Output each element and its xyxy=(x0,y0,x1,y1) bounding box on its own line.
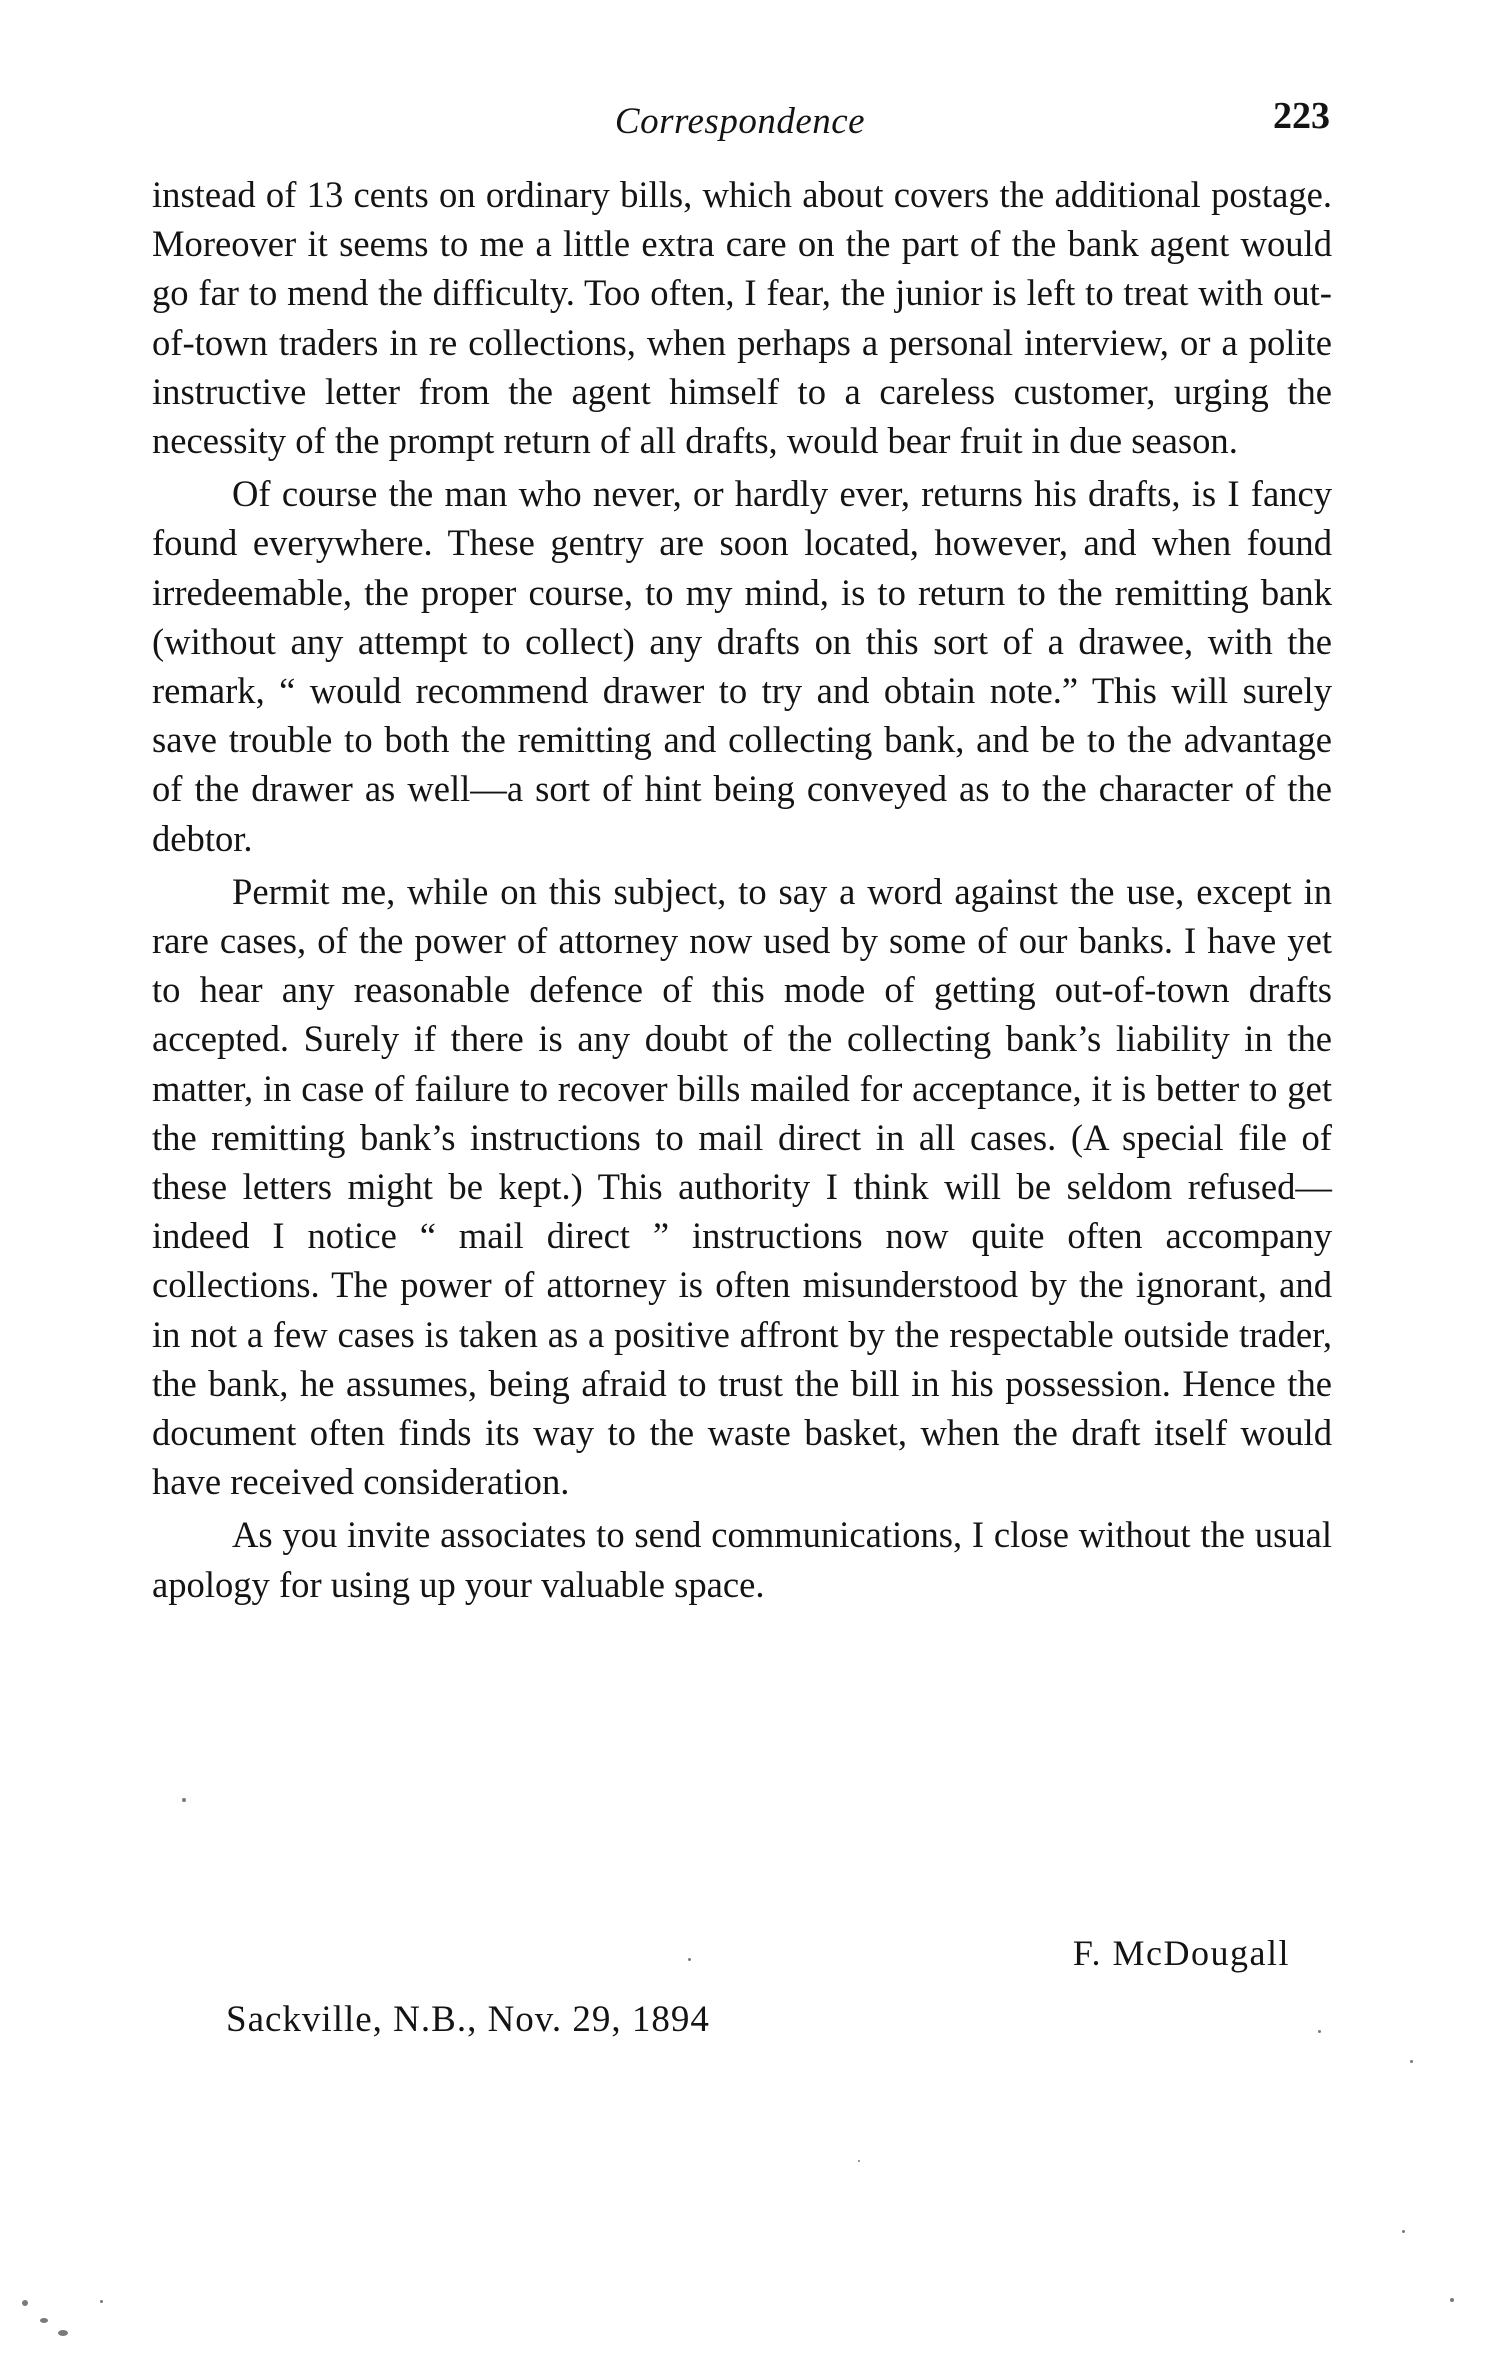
scan-speck xyxy=(58,2330,68,2336)
scan-speck xyxy=(1450,2298,1454,2302)
signature: F. McDougall xyxy=(1072,1933,1290,1973)
running-head xyxy=(150,95,1330,160)
scan-speck xyxy=(22,2300,28,2306)
scan-speck xyxy=(182,1798,186,1802)
paragraph-2: Of course the man who never, or hardly ever, returns his drafts, is I fancy found everywhere. These gentry are soon located, however, and when found irredeemable, the proper course, to my mind, is to return to the remitting bank (without any attempt to collect) any drafts on this sort of a drawee, with the remark, “ would recommend drawer to try and obtain note.” This will surely save trouble to both the remitting and collecting bank, and be to the advantage of the drawer as well—a sort of hint being conveyed as to the character of the debtor. xyxy=(152,473,1332,859)
letter-body xyxy=(152,170,1332,1613)
scan-speck xyxy=(1402,2230,1405,2233)
dateline: Sackville, N.B., Nov. 29, 1894 xyxy=(226,1999,710,2040)
paragraph-1: instead of 13 cents on ordinary bills, which about covers the additional postage. Moreover it seems to me a little extra care on the part of the bank agent would go far to mend the difficulty. Too often, I fear, the junior is left to treat with out-of-town traders in re collections, when perhaps a personal interview, or a polite instructive letter from the agent himself to a careless customer, urging the necessity of the prompt return of all drafts, would bear fruit in due season. xyxy=(152,174,1332,462)
running-head-title: Correspondence xyxy=(614,101,866,142)
scan-speck xyxy=(688,1958,691,1961)
scan-speck xyxy=(1410,2060,1413,2063)
scan-speck xyxy=(100,2300,103,2303)
paragraph-3: Permit me, while on this subject, to say a word against the use, except in rare cases, of the power of attorney now used by some of our banks. I have yet to hear any reasonable defence of this mode of getting out-of-town drafts accepted. Surely if there is any doubt of the collecting bank’s liability in the matter, in case of failure to recover bills mailed for acceptance, it is better to get the remitting bank’s instructions to mail direct in all cases. (A special file of these letters might be kept.) This authority I think will be seldom refused—indeed I notice “ mail direct ” instructions now quite often accompany collections. The power of attorney is often misunderstood by the ignorant, and in not a few cases is taken as a positive affront by the respectable outside trader, the bank, he assumes, being afraid to trust the bill in his possession. Hence the document often finds its way to the waste basket, when the draft itself would have received consideration. xyxy=(152,870,1332,1503)
paragraph-4: As you invite associates to send communications, I close without the usual apology for using up your valuable space. xyxy=(152,1514,1332,1605)
page-number: 223 xyxy=(1273,95,1330,137)
scan-speck xyxy=(1318,2030,1321,2033)
scan-speck xyxy=(40,2318,48,2323)
scan-speck xyxy=(858,2160,860,2162)
